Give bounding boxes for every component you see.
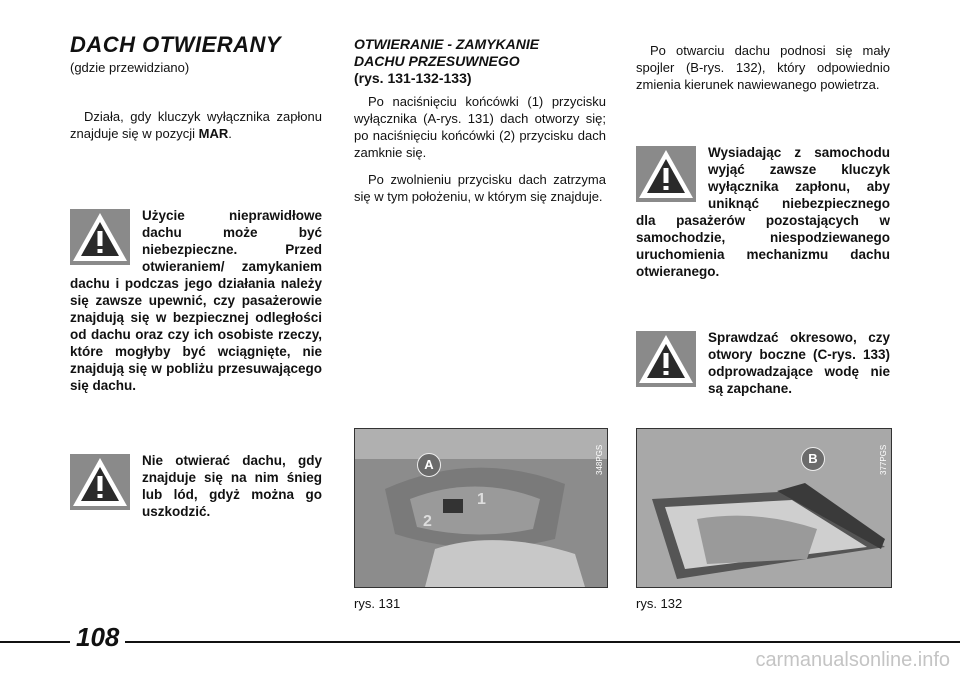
subtitle: (gdzie przewidziano) xyxy=(70,60,190,75)
warning-icon xyxy=(70,454,130,510)
column-1 xyxy=(70,32,322,152)
paragraph-open-close: Po naciśnięciu końcówki (1) przycisku wyłącznika (A-rys. 131) dach otworzy się; po naciśnięciu końcówki (2) przycisku dach zamknie się. xyxy=(354,94,606,160)
page-title: DACH OTWIERANY xyxy=(70,32,282,57)
intro-paragraph: Działa, gdy kluczyk wyłącznika zapłonu znajduje się w pozycji MAR. xyxy=(70,109,322,141)
figure-131-caption: rys. 131 xyxy=(354,596,401,611)
column-2 xyxy=(354,36,606,215)
mar-label: MAR xyxy=(198,126,229,141)
warning-text-snow: Nie otwierać dachu, gdy znajduje się na nim śnieg lub lód, gdyż można go uszkodzić. xyxy=(142,453,322,519)
warning-text-misuse: Użycie nieprawidłowe dachu może być niebezpieczne. Przed otwieraniem/ zamykaniem dachu i podczas jego działania należy się zawsze upewnić, czy pasażerowie znajdują się w bezpiecznej odległości od dachu oraz czy ich osobiste rzeczy, które mogłyby być wciągnięte, nie znajdują się w pobliżu przesuwającego się dachu. xyxy=(70,208,322,393)
warning-box-misuse xyxy=(70,207,322,394)
figure-132-caption: rys. 132 xyxy=(636,596,683,611)
sunroof-spoiler-illustration xyxy=(637,429,891,587)
column-3 xyxy=(636,42,890,103)
figure-code: 377PGS xyxy=(879,444,888,475)
warning-icon xyxy=(636,146,696,202)
warning-text-key: Wysiadając z samochodu wyjąć zawsze kluczyk wyłącznika zapłonu, aby uniknąć niebezpiecznego dla pasażerów pozostających w samochodzie, niespodziewanego uruchomienia mechanizmu dachu otwieranego. xyxy=(636,145,890,279)
figure-132-photo xyxy=(636,428,892,588)
watermark-logo: carmanualsonline.info xyxy=(755,649,950,671)
page-number: 108 xyxy=(70,622,125,653)
figure-131-photo xyxy=(354,428,608,588)
marker-b: B xyxy=(801,447,825,471)
warning-box-key xyxy=(636,144,890,280)
paragraph-spoiler: Po otwarciu dachu podnosi się mały spojler (B-rys. 132), który odpowiednio zmienia kierunek nawiewanego powietrza. xyxy=(636,43,890,92)
warning-box-snow xyxy=(70,452,322,520)
warning-icon xyxy=(636,331,696,387)
page-rule xyxy=(0,641,960,643)
label-2: 2 xyxy=(423,513,432,530)
paragraph-release: Po zwolnieniu przycisku dach zatrzyma się w tym położeniu, w którym się znajduje. xyxy=(354,172,606,204)
warning-text-drain: Sprawdzać okresowo, czy otwory boczne (C-rys. 133) odprowadzające wodę nie są zapchane. xyxy=(708,330,890,396)
warning-box-drain xyxy=(636,329,890,397)
marker-a: A xyxy=(417,453,441,477)
figure-code: 348PGS xyxy=(595,444,604,475)
section-heading-ref: (rys. 131-132-133) xyxy=(354,70,472,86)
warning-icon xyxy=(70,209,130,265)
label-1: 1 xyxy=(477,491,486,508)
section-heading: OTWIERANIE - ZAMYKANIE DACHU PRZESUWNEGO xyxy=(354,36,540,69)
